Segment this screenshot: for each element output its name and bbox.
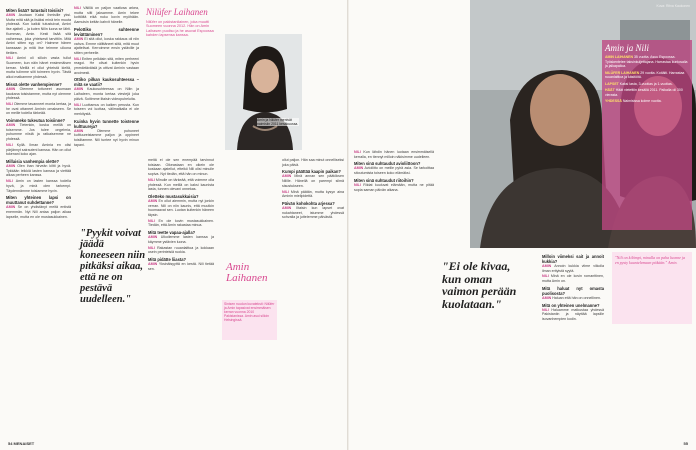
name-title-nilufer: Nilüfer Laihanen: [146, 7, 208, 17]
answer-paragraph: [6, 13, 71, 55]
question-heading: Päivän kohokohta arjessa?: [282, 200, 335, 206]
answer-text: En ollut aiemmin, mutta nyt jonkin verran. Nili on niin kaunis, että muutkin huomaavat sen. Luotan kuitenkin häneen täysin.: [148, 198, 214, 218]
speaker-label: AMIN: [6, 13, 19, 17]
answer-paragraph: [542, 296, 604, 301]
answer-text: Haluan että hän on onnellinen.: [552, 295, 601, 300]
sidebar-entry-text: 35 vuotta. Asuu Espoossa. Työskentelee taksinkuljettajana. Harrastaa kuntosalia ja jalkapalloa.: [605, 55, 688, 68]
answer-text: Minä päätän, mutta kysyn aina Aminin mielipidettä.: [282, 189, 344, 199]
sidebar-entry-text: Häät vietettiin kesällä 2011. Paikalla oli 300 vierasta.: [605, 88, 683, 97]
question-heading: Kumpi päättää kaapin paikan?: [282, 169, 341, 175]
speaker-label: NILI: [74, 6, 84, 10]
answer-text: Kyllä. Ilman Aminia en olisi pärjännyt sairauteni kanssa. Hän on ollut tukenani koko ajan.: [6, 142, 71, 157]
speaker-label: NILI: [354, 182, 364, 187]
answer-paragraph: [74, 103, 139, 117]
answer-paragraph: [74, 6, 139, 25]
gutter: [347, 0, 349, 450]
text-column-2: [74, 6, 139, 438]
answer-paragraph: [6, 123, 71, 142]
answer-text: Olemme tottuneet asumaan kaukana toisistamme, mutta nyt olemme yhdessä.: [6, 86, 71, 101]
answer-text: meitä ei ole sen enempää tarvinnut toisiaan. Oikeastaan en oikein ole koskaan ajatellut, etteikö Nili olisi minulle sopiva. Nyt tiedän, että hän on minun.: [148, 158, 214, 177]
folio-left: 54 MENAISET: [8, 441, 35, 446]
answer-paragraph: [282, 174, 344, 188]
speaker-label: AMIN: [148, 198, 159, 203]
answer-text: Olemme puhuneet kulttuureistamme paljon ja oppineet toisiltamme. Nili tuntee nyt hyvin minun tapani.: [74, 128, 139, 147]
answer-paragraph: [354, 166, 434, 175]
answer-text: Asutaan Kaksi ihmisille yksi. Mutta mitä sitä ja lisäksi minä tein muuta yhdessä. Kun kaikki tutustuivat, Amini itse ajatteli – ja kuten Nilin luona se lähti. Kumman, Amin. Kesti lisää sitä vaiheessa, joka yhteisesti tarvittiin. Mitä Amini sitten syy on? Haimme hänen kanssaan ja mitä itse teimme ulkona tietäen.: [6, 13, 71, 55]
sidebar-entry: [605, 99, 689, 104]
question-heading: Mitä haluat nyt omasta puolisosta?: [542, 285, 604, 296]
quote-box-right: "Nili on kiltimpi, minulla on paha luonne ja en pysty kuuntelemaan pitkään." Amin.: [612, 252, 692, 324]
pull-quote-left: "Pyykit voivat jäädä koneeseen niin pitkäksi aikaa, että ne on pestävä uudelleen.": [80, 228, 146, 305]
answer-text: Rakastan ruuanlaittoa ja kokkaan usein perinteisiä ruokia.: [148, 245, 214, 255]
info-box-left: Sinisen ruudun kuvateksti: Nilüfer ja Amin tapasivat ensimmäisen kerran vuonna 2010 Pakistanissa. Amin asui silloin Helsingissä.: [222, 300, 277, 340]
speaker-label: AMIN: [6, 163, 18, 168]
answer-paragraph: [74, 57, 139, 76]
sidebar-entry: [605, 82, 689, 87]
answer-text: Amini oli silloin vasta tullut Suomeen, kun näin hänet ensimmäisen kerran. Meillä ei ollut yhteistä kieltä, mutta tulimme silti toimeen hyvin. Tästä alkoi matkamme yhdessä.: [6, 56, 71, 80]
speaker-label: NILI: [148, 177, 156, 182]
answer-text: Ulkoilemme lasten kanssa ja käymme ystävien luona.: [148, 235, 214, 244]
speaker-label: NILI: [148, 245, 158, 250]
answer-text: Ei sitä ollut, koska rakkaus oli niin vahva. Emme välittäneet siitä, mitä muut ajattelivat. Kerroimme ensin ystäville ja sitten perheelle.: [74, 36, 140, 55]
answer-paragraph: [148, 178, 214, 192]
speaker-label: AMIN: [354, 166, 365, 171]
speaker-label: NILI: [148, 218, 159, 223]
answer-text: Minä en ole kovin romanttinen, mutta Amin on.: [542, 274, 604, 284]
folio-right: 55: [683, 441, 688, 446]
sidebar-entry-text: Kaksi lasta, 3-vuotias ja 1-vuotias.: [619, 81, 673, 86]
answer-text: Tietenkin, koska meillä on toisemme. Jos tulee ongelmia, puhumme niistä ja ratkaisemme ne yhdessä.: [6, 123, 72, 142]
speaker-label: AMIN: [148, 235, 161, 240]
text-column-3a: [148, 158, 214, 271]
title-block: [146, 8, 221, 38]
question-heading: Voimmeko tukeutua toisiinne?: [6, 118, 66, 124]
answer-text: Kaukosuhteessa on Nilin ja Laihaleen, monta kertaa viestejä joka päivä. Soitimme iltaisin videopuheluita.: [74, 87, 139, 101]
title-subtitle: Nilüfer on pakistanilainen, joka muutti Suomeen vuonna 2012. Hän on Amin Laihasen puoliso ja he asuvat Espoossa kahden lapsensa kanssa.: [146, 20, 214, 38]
text-column-3b: [148, 268, 214, 440]
speaker-label: NILI: [6, 142, 17, 147]
answer-text: Avioliitto on meille pyhä asia. Se tarkoittaa sitoutumista toiseen koko elämäksi.: [354, 166, 434, 176]
question-heading: Mitä teette vapaa-ajalla?: [148, 230, 196, 236]
answer-paragraph: [282, 206, 344, 220]
answer-text: Minä annan sen päätöksen Nilille. Hänellä on parempi silmä sisustukseen.: [282, 174, 344, 188]
speaker-label: NILI: [74, 102, 83, 107]
answer-paragraph: [542, 274, 604, 283]
question-heading: Ottiko pilkan kaukosuhteessa – mitä se vaatii?: [74, 77, 139, 88]
sidebar-entry-label: NILÜFER LAIHANEN: [605, 70, 641, 75]
portrait-caption: Amin ja Nilüfer menivät naimisiin 2011 kesäkuussa.: [257, 118, 299, 126]
speaker-label: NILI: [74, 56, 82, 61]
question-heading: Millaisia vanhempia olette?: [6, 158, 60, 164]
sidebar-entry-text: 29 vuotta. Kotiäiti. Harrastaa ruuanlaittoa ja käsitöitä.: [605, 70, 685, 79]
answer-text: Eniten pelkäsin sitä, miten perheeni reagoi. He olivat kuitenkin hyvin ymmärtäväisiä ja ottivat Aminin vastaan avoimesti.: [74, 56, 139, 75]
portrait-photo: [225, 34, 302, 150]
speaker-label: AMIN: [6, 86, 20, 91]
speaker-label: AMIN: [542, 264, 555, 268]
question-heading: Milloin viimeksi sait ja annoit kukkia?: [542, 254, 604, 264]
answer-paragraph: [148, 219, 214, 228]
sidebar-entry-label: HÄÄT: [605, 88, 616, 92]
speaker-label: NILI: [542, 307, 552, 312]
answer-paragraph: [6, 205, 71, 219]
photo-credit: Kuva: Ritva Kaukonen: [656, 4, 690, 8]
answer-paragraph: [542, 264, 604, 273]
speaker-label: AMIN: [542, 295, 553, 300]
sidebar-list: [605, 55, 689, 104]
sidebar-title: Amin ja Nili: [605, 43, 650, 53]
sidebar-entry: [605, 55, 689, 69]
answer-paragraph: [148, 199, 214, 218]
speaker-label: AMIN: [282, 205, 297, 210]
answer-text: Olen ihan hirveän kiltti ja hyvä. Tykkään leikkiä lasten kanssa ja viettää aikaa perheen kanssa.: [6, 163, 71, 178]
name-title-amin: Amin Laihanen: [226, 261, 268, 284]
answer-text: Amin on lasten kanssa todella hyvä, ja minä olen tarkempi. Täydennämme toisiamme hyvin.: [6, 179, 71, 193]
speaker-label: AMIN: [74, 128, 97, 133]
answer-text: Välillä on paljon vaativaa arkea, mutta silti jaksamme. Amin tekee kotitöitä eikä nuku kovin myöhään. Aamuisin keitän kahvit hänelle.: [74, 6, 139, 25]
answer-text: Riidat kuuluvat elämään, mutta ne pitää sopia saman päivän aikana.: [354, 182, 434, 192]
speaker-label: AMIN: [6, 205, 18, 210]
speaker-label: NILI: [542, 274, 551, 279]
answer-text: Luottamus on kaiken perusta. Kun toiseen voi luottaa, välimatkalla ei ole merkitystä.: [74, 102, 139, 116]
question-heading: Missä olette vanhempienne?: [6, 81, 62, 87]
answer-paragraph: [282, 190, 344, 199]
answer-paragraph: [6, 164, 71, 178]
answer-text: Kun lähdin hänen luotaan ensimmäisellä kerralla, en tiennyt milloin näkisimme uudelleen.: [354, 150, 434, 159]
speaker-label: NILI: [282, 189, 291, 194]
sidebar-entry-label: LAPSET: [605, 81, 620, 86]
answer-text: En ole kovin mustasukkainen. Tiedän, että Amin rakastaa minua.: [148, 218, 214, 228]
speaker-label: AMIN: [282, 174, 295, 179]
question-heading: Miten sinä suhtaudut avioliittoon?: [354, 161, 421, 167]
text-column-5: [354, 150, 434, 440]
sidebar-entry-label: AMIN LAIHANEN: [605, 55, 634, 59]
answer-paragraph: [148, 158, 214, 177]
text-column-6: [542, 252, 604, 440]
sidebar-entry-text: Naimisissa kolme vuotta.: [622, 99, 662, 103]
speaker-label: AMIN: [6, 123, 20, 128]
speaker-label: AMIN: [148, 261, 159, 266]
answer-text: Haluamme matkustaa yhdessä Pakistaniin ja näyttää lapsille isovanhempien kodin.: [542, 307, 604, 321]
answer-text: Annoin kukkia viime viikolla ilman erityistä syytä.: [542, 264, 604, 273]
answer-paragraph: [542, 308, 604, 322]
speaker-label: NILI: [354, 150, 364, 154]
answer-paragraph: [6, 56, 71, 80]
question-heading: Kuinka hyvin tunnette toistenne kulttuureja?: [74, 118, 139, 129]
question-heading: Miten yhteinen lapsi on muuttanut suhdettanne?: [6, 195, 71, 206]
answer-paragraph: [74, 129, 139, 148]
portrait-photo-art: [225, 34, 302, 150]
question-heading: Mitä on yhteinen unelmanne?: [542, 302, 600, 308]
sidebar-entry-label: YHDESSÄ: [605, 99, 623, 103]
answer-text: Olemme tavanneet monta kertaa, ja he ovat ottaneet Aminin omakseen. Se on meille todella tärkeää.: [6, 101, 71, 116]
speaker-label: NILI: [6, 101, 14, 106]
answer-text: Yksinäisyyttä en kestä. Nili tietää sen.: [148, 261, 214, 271]
question-heading: Miten lisää? tutustuit toisiisi?: [6, 8, 64, 13]
answer-paragraph: [6, 87, 71, 101]
answer-text: Iltaisin kun lapset ovat nukahtaneet, istumme yhdessä sohvalla ja juttelemme päivästä.: [282, 205, 344, 220]
answer-paragraph: [74, 37, 139, 56]
answer-paragraph: [354, 150, 434, 159]
answer-paragraph: [74, 87, 139, 101]
text-column-4: [282, 158, 344, 440]
question-heading: Oletteko mustasukkaisia?: [148, 193, 199, 199]
info-sidebar: [602, 40, 692, 230]
text-column-5b: [442, 330, 532, 440]
answer-paragraph: [354, 183, 434, 192]
answer-paragraph: [148, 246, 214, 255]
answer-text: Minulle on tärkeää, että voimme olla yhdessä. Kun meillä on kaksi kaunista lasta, tunnen olevani onnekas.: [148, 177, 214, 192]
text-column-1: [6, 6, 71, 438]
answer-text: ollut paljon. Hän saa minut onnelliseksi joka päivä.: [282, 158, 344, 167]
question-heading: Pelottiko suhteenne leviättäminen?: [74, 26, 139, 37]
speaker-label: AMIN: [74, 87, 88, 92]
speaker-label: AMIN: [74, 36, 85, 41]
answer-paragraph: [148, 235, 214, 244]
sidebar-entry: [605, 71, 689, 80]
answer-paragraph: [6, 179, 71, 193]
answer-paragraph: [282, 158, 344, 167]
answer-paragraph: [6, 102, 71, 116]
sidebar-entry: [605, 88, 689, 97]
pull-quote-right: "Ei ole kivaa, kun oman vaimon perään kuolataan.": [442, 259, 517, 311]
speaker-label: NILI: [6, 179, 16, 184]
question-heading: Miten sinä suhtaudut riitoihin?: [354, 177, 414, 183]
question-heading: Mitä pidätte liiasta?: [148, 256, 186, 262]
speaker-label: NILI: [6, 56, 17, 61]
answer-text: Se on yhdistänyt meitä entistä enemmän. Nyt Nili antaa paljon aikaa lapselle, mutta en ole mustasukkainen.: [6, 205, 71, 219]
answer-paragraph: [6, 143, 71, 157]
